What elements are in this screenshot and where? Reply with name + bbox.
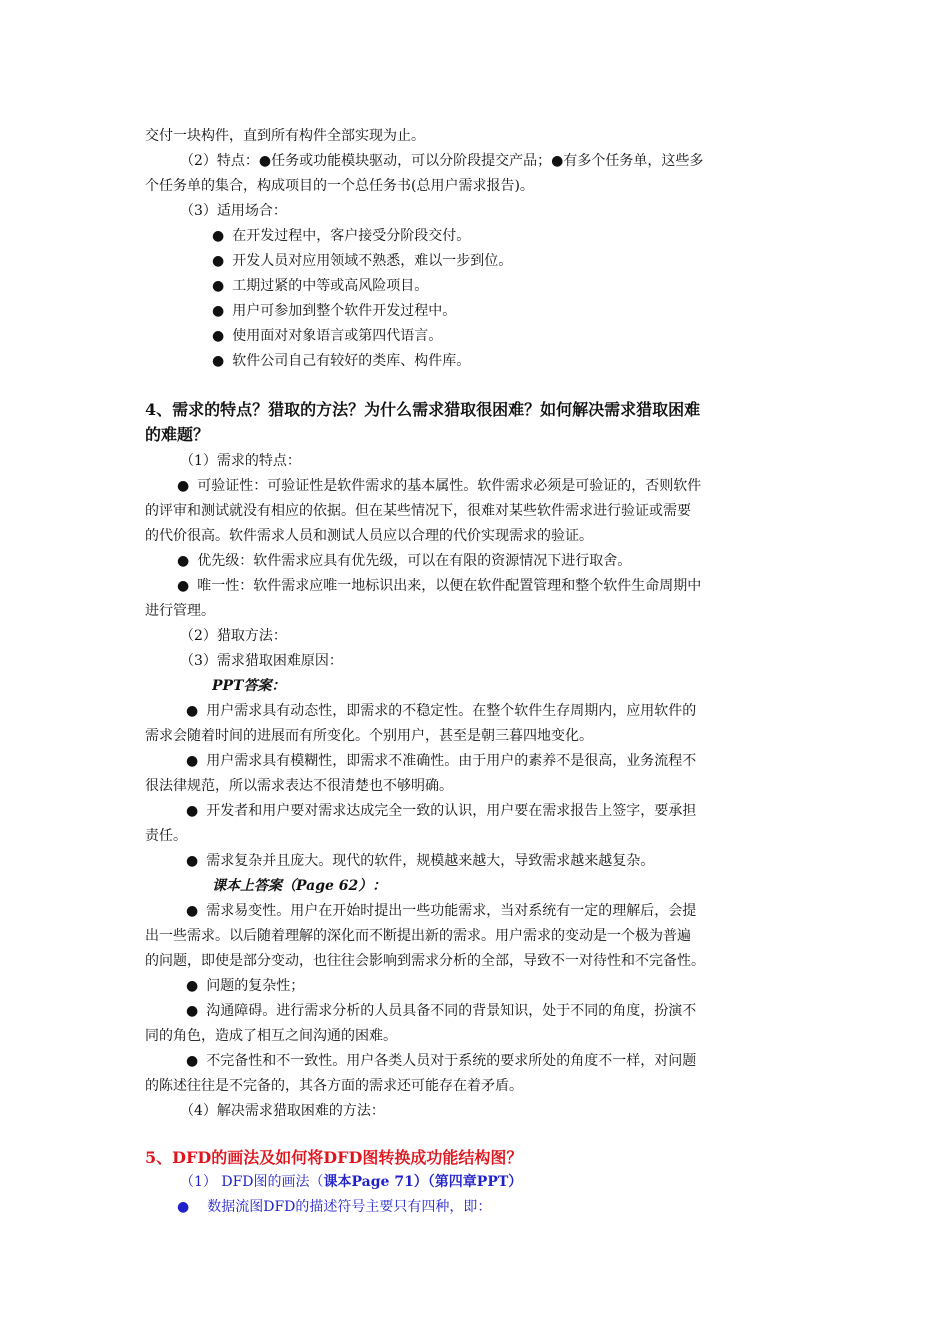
ppt-answer-label: PPT答案： (212, 678, 286, 694)
list-item: ● 不完备性和不一致性。用户各类人员对于系统的要求所处的角度不一样，对问题 (186, 1053, 697, 1069)
list-item: ● 用户可参加到整个软件开发过程中。 (212, 303, 457, 319)
bullet-icon: ● (186, 853, 199, 869)
bullet-icon: ● (212, 278, 225, 294)
paragraph-line: 的评审和测试就没有相应的依据。但在某些情况下，很难对某些软件需求进行验证或需要 (145, 503, 691, 519)
paragraph-line: 的问题，即使是部分变动，也往往会影响到需求分析的全部，导致不一对待性和不完备性。 (145, 953, 705, 969)
list-item: ● 需求易变性。用户在开始时提出一些功能需求，当对系统有一定的理解后，会提 (186, 903, 697, 919)
paragraph-line: 交付一块构件，直到所有构件全部实现为止。 (145, 128, 425, 144)
paragraph-line: 个任务单的集合，构成项目的一个总任务书(总用户需求报告)。 (145, 178, 534, 194)
list-item: ● 需求复杂并且庞大。现代的软件，规模越来越大，导致需求越来越复杂。 (186, 853, 655, 869)
textbook-answer-label: 课本上答案（Page 62）： (212, 878, 387, 894)
subheading: （2）猎取方法： (180, 628, 287, 644)
list-item: ● 软件公司自己有较好的类库、构件库。 (212, 353, 471, 369)
section-5-heading: 5、DFD的画法及如何将DFD图转换成功能结构图？ (145, 1148, 523, 1167)
bullet-icon: ● (186, 803, 199, 819)
bullet-icon: ● (186, 1053, 199, 1069)
list-item: ● 唯一性：软件需求应唯一地标识出来，以便在软件配置管理和整个软件生命周期中 (177, 578, 702, 594)
list-item: ● 在开发过程中，客户接受分阶段交付。 (212, 228, 471, 244)
bullet-icon: ● (177, 1199, 190, 1215)
list-item: ● 开发人员对应用领域不熟悉，难以一步到位。 (212, 253, 513, 269)
subheading: （4）解决需求猎取困难的方法： (180, 1103, 385, 1119)
bullet-icon: ● (212, 253, 225, 269)
list-item: ● 使用面对对象语言或第四代语言。 (212, 328, 443, 344)
bullet-icon: ● (212, 303, 225, 319)
paragraph-line: 需求会随着时间的进展而有所变化。个别用户，甚至是朝三暮四地变化。 (145, 728, 593, 744)
paragraph-line: 责任。 (145, 828, 187, 844)
dfd-drawing-subheading: （1） DFD图的画法（课本Page 71）（第四章PPT） (180, 1174, 523, 1190)
bullet-icon: ● (186, 1003, 199, 1019)
bullet-icon: ● (212, 328, 225, 344)
subheading: （3）适用场合： (180, 203, 287, 219)
list-item: ● 沟通障碍。进行需求分析的人员具备不同的背景知识，处于不同的角度，扮演不 (186, 1003, 697, 1019)
paragraph-line: 进行管理。 (145, 603, 215, 619)
bullet-icon: ● (177, 478, 190, 494)
list-item: ● 工期过紧的中等或高风险项目。 (212, 278, 429, 294)
subheading: （3）需求猎取困难原因： (180, 653, 343, 669)
bullet-icon: ● (177, 553, 190, 569)
bullet-icon: ● (186, 978, 199, 994)
subheading: （1）需求的特点： (180, 453, 301, 469)
bullet-icon: ● (177, 578, 190, 594)
bullet-icon: ● (212, 228, 225, 244)
section-4-heading: 4、需求的特点？猎取的方法？为什么需求猎取很困难？如何解决需求猎取困难 (145, 400, 701, 419)
list-item: ● 优先级：软件需求应具有优先级，可以在有限的资源情况下进行取舍。 (177, 553, 632, 569)
list-item: ● 用户需求具有动态性，即需求的不稳定性。在整个软件生存周期内，应用软件的 (186, 703, 697, 719)
bullet-icon: ● (212, 353, 225, 369)
bullet-icon: ● (186, 753, 199, 769)
bullet-icon: ● (186, 903, 199, 919)
paragraph-line: 很法律规范，所以需求表达不很清楚也不够明确。 (145, 778, 453, 794)
list-item: ● 开发者和用户要对需求达成完全一致的认识，用户要在需求报告上签字，要承担 (186, 803, 697, 819)
list-item: ● 可验证性：可验证性是软件需求的基本属性。软件需求必须是可验证的，否则软件 (177, 478, 702, 494)
list-item: ● 用户需求具有模糊性，即需求不准确性。由于用户的素养不是很高，业务流程不 (186, 753, 697, 769)
paragraph-line: 同的角色，造成了相互之间沟通的困难。 (145, 1028, 397, 1044)
paragraph-line: 的陈述往往是不完备的，其各方面的需求还可能存在着矛盾。 (145, 1078, 523, 1094)
section-4-heading-cont: 的难题？ (145, 425, 210, 444)
paragraph-line: 的代价很高。软件需求人员和测试人员应以合理的代价实现需求的验证。 (145, 528, 593, 544)
list-item: ● 数据流图DFD的描述符号主要只有四种，即： (177, 1199, 492, 1215)
list-item: ● 问题的复杂性； (186, 978, 305, 994)
bullet-icon: ● (186, 703, 199, 719)
paragraph-line: 出一些需求。以后随着理解的深化而不断提出新的需求。用户需求的变动是一个极为普遍 (145, 928, 691, 944)
paragraph-line: （2）特点：●任务或功能模块驱动，可以分阶段提交产品；●有多个任务单，这些多 (180, 153, 704, 169)
